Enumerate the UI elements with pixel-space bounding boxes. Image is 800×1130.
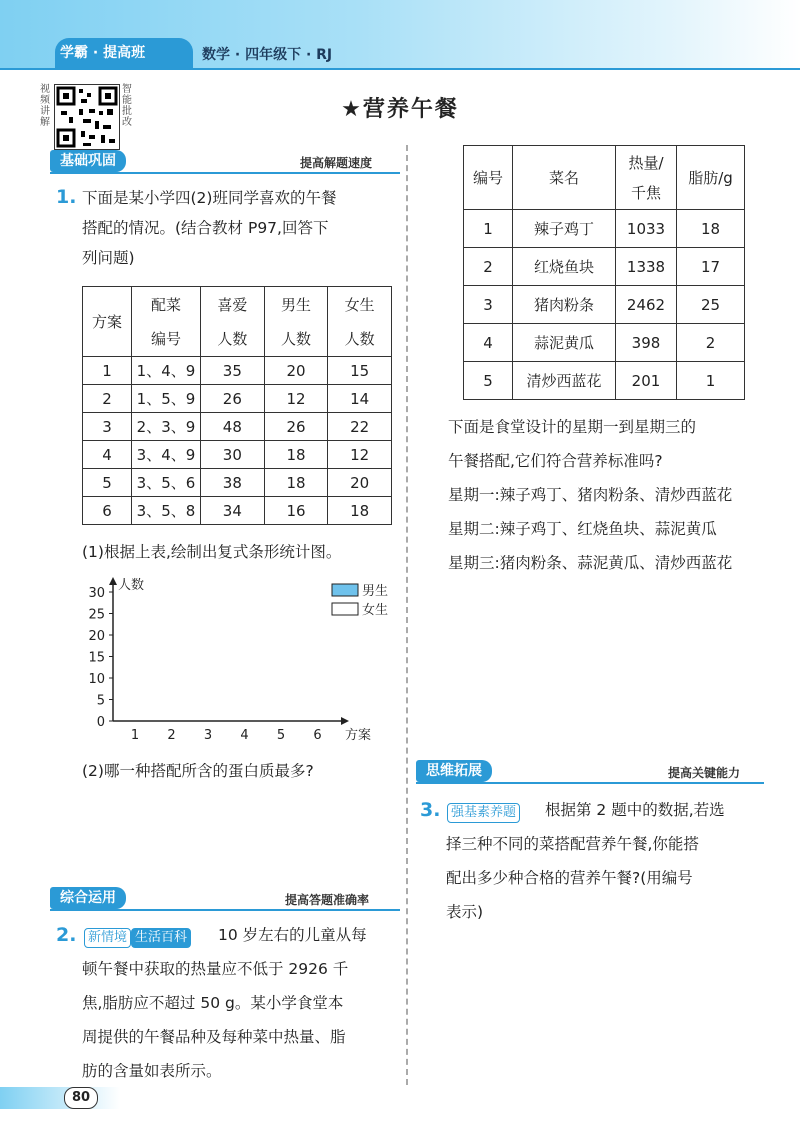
table-row: 3 猪肉粉条 2462 25	[464, 286, 745, 324]
q2-tag-new: 新情境	[84, 928, 131, 948]
q1-text-line3: 列问题)	[82, 249, 135, 267]
table-row: 3 2、3、9 48 26 22	[83, 413, 392, 441]
qr-right-label: 智能批改	[122, 84, 132, 128]
section-extend-tag: 思维拓展	[416, 760, 492, 782]
table-row: 5 清炒西蓝花 201 1	[464, 362, 745, 400]
q2-header-fat: 脂肪/g	[677, 146, 745, 210]
q2-text-line3: 焦,脂肪应不超过 50 g。某小学食堂本	[82, 994, 344, 1012]
q2-tags	[84, 926, 191, 948]
y-tick-label: 30	[88, 586, 105, 601]
page-footer-bar	[0, 1087, 120, 1109]
q1-header-girls: 女生 人数	[328, 287, 392, 357]
section-basic-rule	[50, 172, 400, 174]
subject-title: 数学 · 四年级下 · RJ	[202, 47, 333, 63]
y-axis-arrow	[109, 577, 117, 585]
q1-sub2: (2)哪一种搭配所含的蛋白质最多?	[82, 762, 314, 780]
x-ticks	[131, 728, 322, 743]
column-divider	[406, 145, 408, 1085]
y-tick-label: 5	[96, 693, 105, 709]
header-rule	[0, 68, 800, 70]
y-tick-label: 15	[88, 650, 105, 666]
series-title: 学霸 · 提高班	[60, 45, 146, 61]
table-row: 4 蒜泥黄瓜 398 2	[464, 324, 745, 362]
q1-table	[82, 286, 392, 525]
section-applied-tag: 综合运用	[50, 887, 126, 909]
q3-number: 3.	[420, 799, 441, 821]
legend-girls-label: 女生	[362, 603, 389, 618]
q3-text-line2: 择三种不同的菜搭配营养午餐,你能搭	[446, 835, 699, 853]
section-extend-subtitle: 提高关键能力	[668, 766, 741, 780]
section-applied-subtitle: 提高答题准确率	[285, 893, 370, 907]
y-tick-label: 20	[88, 629, 105, 644]
x-tick-label: 2	[167, 728, 176, 743]
q1-sub1: (1)根据上表,绘制出复式条形统计图。	[82, 543, 342, 561]
q1-header-dishes: 配菜 编号	[132, 287, 201, 357]
table-row: 1 1、4、9 35 20 15	[83, 357, 392, 385]
y-tick-label: 10	[88, 672, 105, 687]
x-tick-label: 1	[130, 728, 140, 743]
q2-after-line2: 午餐搭配,它们符合营养标准吗?	[448, 452, 663, 470]
q1-text-line2: 搭配的情况。(结合教材 P97,回答下	[82, 219, 329, 237]
table-row: 2 1、5、9 26 12 14	[83, 385, 392, 413]
section-basic-tag: 基础巩固	[50, 150, 126, 172]
x-tick-label: 3	[203, 728, 213, 743]
q2-day-tuesday: 星期二:辣子鸡丁、红烧鱼块、蒜泥黄瓜	[448, 520, 717, 538]
x-axis-label: 方案	[345, 728, 372, 743]
x-tick-label: 4	[240, 728, 249, 743]
q2-text-line4: 周提供的午餐品种及每种菜中热量、脂	[82, 1028, 346, 1046]
q1-bar-chart[interactable]	[80, 575, 400, 750]
y-ticks	[88, 586, 113, 730]
q2-tag-life: 生活百科	[131, 928, 191, 948]
q2-day-wednesday: 星期三:猪肉粉条、蒜泥黄瓜、清炒西蓝花	[448, 554, 733, 572]
legend-boys-label: 男生	[362, 584, 389, 599]
q3-tags	[447, 801, 520, 823]
section-applied-rule	[50, 909, 400, 911]
q2-day-monday: 星期一:辣子鸡丁、猪肉粉条、清炒西蓝花	[448, 486, 733, 504]
table-row: 4 3、4、9 30 18 12	[83, 441, 392, 469]
q1-table-header-row	[83, 287, 392, 357]
qr-left-label: 视频讲解	[40, 84, 50, 128]
q2-number: 2.	[56, 924, 77, 946]
q1-text-line1: 下面是某小学四(2)班同学喜欢的午餐	[82, 189, 337, 207]
page-title: ★营养午餐	[341, 97, 459, 122]
q2-text-line2: 顿午餐中获取的热量应不低于 2926 千	[82, 960, 349, 978]
table-row: 1 辣子鸡丁 1033 18	[464, 210, 745, 248]
q2-header-energy: 热量/ 千焦	[616, 146, 677, 210]
table-row: 2 红烧鱼块 1338 17	[464, 248, 745, 286]
q1-header-boys: 男生 人数	[264, 287, 328, 357]
page-number: 80	[64, 1087, 98, 1109]
y-tick-label: 0	[96, 715, 105, 730]
q3-text-line1: 根据第 2 题中的数据,若选	[545, 801, 725, 819]
q2-header-dish: 菜名	[513, 146, 616, 210]
q1-header-liked: 喜爱 人数	[201, 287, 265, 357]
section-basic-subtitle: 提高解题速度	[300, 156, 373, 170]
q2-text-line5: 肪的含量如表所示。	[82, 1062, 222, 1080]
q3-text-line4: 表示)	[446, 903, 484, 921]
q2-table	[463, 145, 745, 400]
q2-header-id: 编号	[464, 146, 513, 210]
y-axis-label: 人数	[118, 578, 145, 593]
x-axis-arrow	[341, 717, 349, 725]
y-tick-label: 25	[88, 607, 105, 623]
q3-tag: 强基素养题	[447, 803, 520, 823]
legend-boys-swatch	[332, 584, 358, 596]
q2-after-line1: 下面是食堂设计的星期一到星期三的	[448, 418, 697, 436]
legend-girls-swatch	[332, 603, 358, 615]
table-row: 6 3、5、8 34 16 18	[83, 497, 392, 525]
x-tick-label: 5	[276, 728, 286, 743]
q1-header-plan: 方案	[83, 287, 132, 357]
section-extend-rule	[416, 782, 764, 784]
q2-text-line1: 10 岁左右的儿童从每	[218, 926, 367, 944]
q1-number: 1.	[56, 186, 77, 208]
q2-table-header-row	[464, 146, 745, 210]
q3-text-line3: 配出多少种合格的营养午餐?(用编号	[446, 869, 693, 887]
table-row: 5 3、5、6 38 18 20	[83, 469, 392, 497]
x-tick-label: 6	[313, 728, 322, 743]
